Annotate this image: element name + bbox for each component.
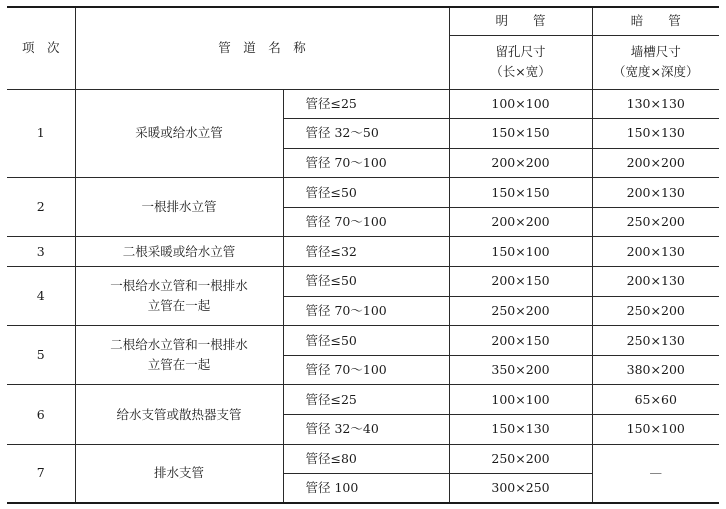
- groove-size-value: 200×130: [592, 237, 719, 267]
- groove-size-value: 250×130: [592, 326, 719, 356]
- table-row: [7, 444, 719, 474]
- header-item-no: 项 次: [7, 7, 75, 89]
- header-row-1: [7, 7, 719, 35]
- header-groove-size-dims: （宽度×深度）: [613, 64, 699, 79]
- pipe-name: [75, 326, 283, 385]
- item-number: 2: [7, 178, 75, 237]
- pipe-name-line: 立管在一起: [147, 357, 211, 373]
- pipe-diameter-spec: 管径≤32: [283, 237, 449, 267]
- hole-size-value: 200×150: [449, 267, 592, 297]
- pipe-diameter-spec: 管径 70～100: [283, 148, 449, 178]
- pipe-name: [75, 267, 283, 326]
- groove-size-value: 380×200: [592, 355, 719, 385]
- groove-size-value: 150×100: [592, 415, 719, 445]
- pipe-name-line: 给水支管或散热器支管: [116, 406, 242, 422]
- hole-size-value: 100×100: [449, 89, 592, 119]
- pipe-diameter-spec: 管径≤80: [283, 444, 449, 474]
- table-row: [7, 326, 719, 356]
- pipe-opening-table: [7, 6, 719, 504]
- groove-size-value: 200×200: [592, 148, 719, 178]
- pipe-diameter-spec: 管径 32～40: [283, 415, 449, 445]
- hole-size-value: 200×200: [449, 207, 592, 237]
- pipe-name: [75, 444, 283, 503]
- pipe-name: [75, 178, 283, 237]
- item-number: 7: [7, 444, 75, 503]
- pipe-diameter-spec: 管径 70～100: [283, 296, 449, 326]
- pipe-diameter-spec: 管径 100: [283, 474, 449, 504]
- hole-size-value: 250×200: [449, 444, 592, 474]
- pipe-name: [75, 89, 283, 178]
- item-number: 1: [7, 89, 75, 178]
- header-hole-size-label: 留孔尺寸: [495, 44, 546, 59]
- hole-size-value: 150×150: [449, 178, 592, 208]
- pipe-name-line: 一根给水立管和一根排水: [110, 278, 248, 294]
- table-body: [7, 89, 719, 503]
- pipe-name-line: 排水支管: [153, 465, 204, 481]
- groove-size-value: 65×60: [592, 385, 719, 415]
- groove-size-value: 200×130: [592, 178, 719, 208]
- groove-size-value: —: [592, 444, 719, 503]
- groove-size-value: 130×130: [592, 89, 719, 119]
- pipe-diameter-spec: 管径≤50: [283, 178, 449, 208]
- item-number: 5: [7, 326, 75, 385]
- groove-size-value: 150×130: [592, 119, 719, 149]
- table-row: [7, 89, 719, 119]
- groove-size-value: 250×200: [592, 296, 719, 326]
- header-groove-size-label: 墙槽尺寸: [630, 44, 681, 59]
- pipe-name-line: 二根给水立管和一根排水: [110, 337, 248, 353]
- table-row: [7, 267, 719, 297]
- table-row: [7, 237, 719, 267]
- pipe-name-line: 二根采暖或给水立管: [122, 243, 236, 259]
- header-hole-size: [449, 35, 592, 89]
- groove-size-value: 200×130: [592, 267, 719, 297]
- pipe-diameter-spec: 管径≤25: [283, 89, 449, 119]
- pipe-name-line: 一根排水立管: [141, 199, 217, 215]
- pipe-name-line: 立管在一起: [147, 298, 211, 314]
- header-concealed-pipe: 暗 管: [592, 7, 719, 35]
- header-groove-size: [592, 35, 719, 89]
- header-exposed-pipe: 明 管: [449, 7, 592, 35]
- item-number: 6: [7, 385, 75, 444]
- item-number: 3: [7, 237, 75, 267]
- pipe-name: [75, 237, 283, 267]
- pipe-diameter-spec: 管径 32～50: [283, 119, 449, 149]
- hole-size-value: 150×150: [449, 119, 592, 149]
- hole-size-value: 300×250: [449, 474, 592, 504]
- hole-size-value: 150×100: [449, 237, 592, 267]
- header-hole-size-dims: （长×宽）: [490, 64, 551, 79]
- hole-size-value: 200×150: [449, 326, 592, 356]
- table-row: [7, 385, 719, 415]
- groove-size-value: 250×200: [592, 207, 719, 237]
- hole-size-value: 200×200: [449, 148, 592, 178]
- hole-size-value: 250×200: [449, 296, 592, 326]
- pipe-name-line: 采暖或给水立管: [135, 125, 223, 141]
- pipe-name: [75, 385, 283, 444]
- pipe-diameter-spec: 管径≤50: [283, 326, 449, 356]
- pipe-diameter-spec: 管径≤25: [283, 385, 449, 415]
- hole-size-value: 350×200: [449, 355, 592, 385]
- header-pipe-name: 管 道 名 称: [75, 7, 449, 89]
- item-number: 4: [7, 267, 75, 326]
- pipe-diameter-spec: 管径 70～100: [283, 355, 449, 385]
- pipe-diameter-spec: 管径≤50: [283, 267, 449, 297]
- table-row: [7, 178, 719, 208]
- hole-size-value: 100×100: [449, 385, 592, 415]
- hole-size-value: 150×130: [449, 415, 592, 445]
- pipe-diameter-spec: 管径 70～100: [283, 207, 449, 237]
